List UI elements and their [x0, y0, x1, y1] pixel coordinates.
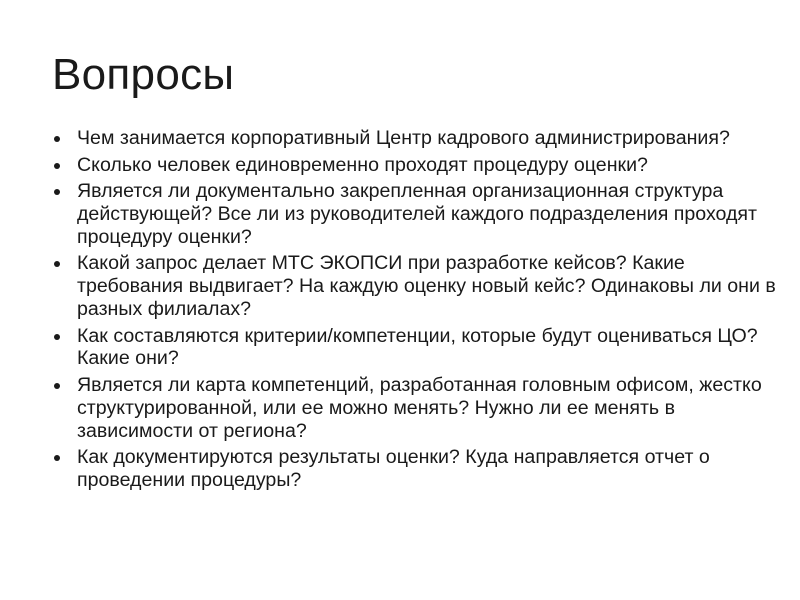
question-item [52, 374, 782, 442]
bullet-icon [54, 334, 60, 340]
bullet-icon [54, 189, 60, 195]
question-text: Как документируются результаты оценки? Куда направляется отчет о проведении процедуры? [77, 446, 710, 491]
question-item [52, 325, 782, 371]
slide-title: Вопросы [52, 50, 235, 99]
question-item [52, 252, 782, 320]
bullet-icon [54, 383, 60, 389]
question-item [52, 446, 782, 492]
question-list [52, 127, 782, 496]
question-text: Как составляются критерии/компетенции, которые будут оцениваться ЦО? Какие они? [77, 324, 758, 370]
bullet-icon [54, 136, 60, 142]
bullet-icon [54, 163, 60, 169]
bullet-icon [54, 455, 60, 461]
question-item [52, 127, 782, 150]
question-text: Чем занимается корпоративный Центр кадрового администрирования? [77, 127, 730, 149]
bullet-icon [54, 261, 60, 267]
question-text: Какой запрос делает МТС ЭКОПСИ при разработке кейсов? Какие требования выдвигает? На каждую оценку новый кейс? Одинаковы ли они в разных филиалах? [77, 252, 776, 320]
question-text: Является ли карта компетенций, разработанная головным офисом, жестко структурированной, или ее можно менять? Нужно ли ее менять в зависимости от региона? [77, 373, 762, 442]
question-text: Сколько человек единовременно проходят процедуру оценки? [77, 153, 648, 176]
question-item [52, 154, 782, 177]
question-item [52, 180, 782, 248]
question-text: Является ли документально закрепленная организационная структура действующей? Все ли из руководителей каждого подразделения проходят процедуру оценки? [77, 180, 758, 248]
